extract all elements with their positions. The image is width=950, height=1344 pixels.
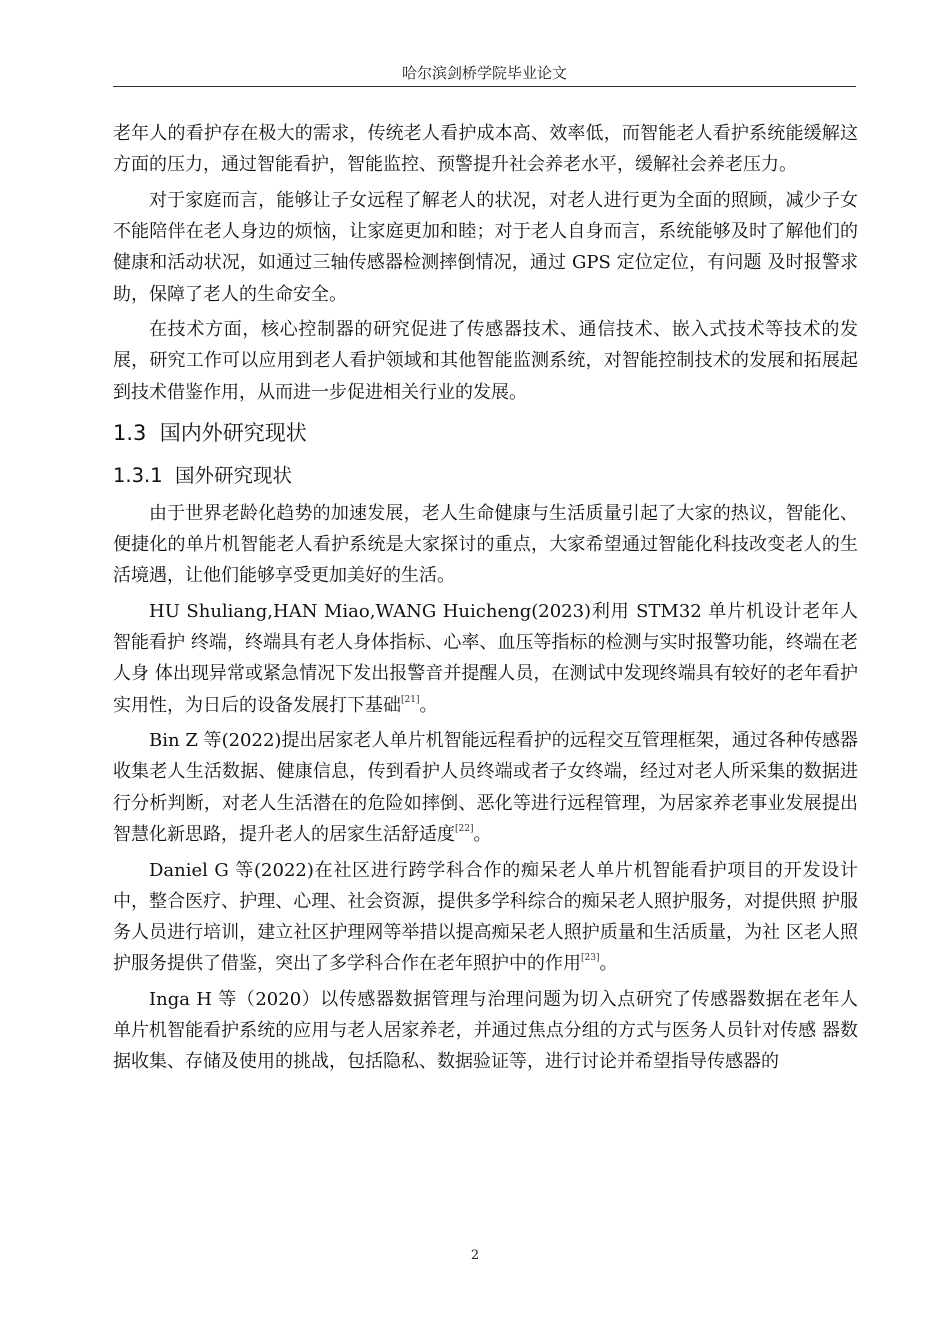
paragraph-tail: 。 (473, 823, 492, 845)
citation: [21] (401, 694, 420, 705)
paragraph (113, 498, 858, 592)
subsection-title: 国外研究现状 (175, 463, 293, 487)
section-number: 1.3 (113, 420, 147, 445)
paragraph-text: Daniel G 等(2022)在社区进行跨学科合作的痴呆老人单片机智能看护项目的开发设计 中，整合医疗、护理、心理、社会资源，提供多学科综合的痴呆老人照护服务，对提供照 护服务人员进行培训，建立社区护理网等举措以提高痴呆老人照护质量和生活质量，为社 区老人照护服务提供了借鉴，突出了多学科合作在老年照护中的作用 (113, 859, 858, 975)
subsection-number: 1.3.1 (113, 463, 163, 487)
paragraph: 对于家庭而言，能够让子女远程了解老人的状况，对老人进行更为全面的照顾，减少子女不能陪伴在老人身边的烦恼，让家庭更加和睦；对于老人自身而言，系统能够及时了解他们的健康和活动状况，如通过三轴传感器检测摔倒情况，通过 GPS 定位定位，有问题 及时报警求助，保障了老人的生命安全。 (113, 189, 858, 305)
paragraph-text: Inga H 等（2020）以传感器数据管理与治理问题为切入点研究了传感器数据在老年人 单片机智能看护系统的应用与老人居家养老，并通过焦点分组的方式与医务人员针对传感 器数据收集、存储及使用的挑战，包括隐私、数据验证等，进行讨论并希望指导传感器的 (113, 988, 858, 1073)
subsection-heading (113, 460, 858, 492)
header-rule (113, 86, 856, 87)
page-number: 2 (470, 1248, 480, 1263)
page-header-title: 哈尔滨剑桥学院毕业论文 (401, 64, 567, 82)
citation: [23] (581, 953, 600, 964)
section-title: 国内外研究现状 (159, 420, 307, 445)
paragraph-text: 由于世界老龄化趋势的加速发展，老人生命健康与生活质量引起了大家的热议，智能化、便捷化的单片机智能老人看护系统是大家探讨的重点，大家希望通过智能化科技改变老人的生活境遇，让他们能够享受更加美好的生活。 (113, 502, 858, 587)
paragraph: 在技术方面，核心控制器的研究促进了传感器技术、通信技术、嵌入式技术等技术的发展，研究工作可以应用到老人看护领域和其他智能监测系统，对智能控制技术的发展和拓展起到技术借鉴作用，从而进一步促进相关行业的发展。 (113, 319, 858, 403)
section-heading (113, 416, 858, 450)
paragraph (113, 984, 858, 1078)
paragraph (113, 596, 858, 721)
citation: [22] (455, 823, 474, 834)
paragraph-text: HU Shuliang,HAN Miao,WANG Huicheng(2023)利用 STM32 单片机设计老年人智能看护 终端，终端具有老人身体指标、心率、血压等指标的检测与实时报警功能，终端在老人身 体出现异常或紧急情况下发出报警音并提醒人员，在测试中发现终端具有较好的老年看护 实用性，为日后的设备发展打下基础 (113, 600, 858, 716)
paragraph-text: Bin Z 等(2022)提出居家老人单片机智能远程看护的远程交互管理框架，通过各种传感器收集老人生活数据、健康信息，传到看护人员终端或者子女终端，经过对老人所采集的数据进行分析判断，对老人生活潜在的危险如摔倒、恶化等进行远程管理，为居家养老事业发展提出智慧化新思路，提升老人的居家生活舒适度 (113, 730, 858, 845)
paragraph-tail: 。 (599, 953, 618, 975)
paragraph (113, 855, 858, 980)
paragraph-tail: 。 (419, 694, 438, 716)
paragraph: 老年人的看护存在极大的需求，传统老人看护成本高、效率低，而智能老人看护系统能缓解这方面的压力，通过智能看护，智能监控、预警提升社会养老水平，缓解社会养老压力。 (113, 123, 858, 176)
paragraph (113, 725, 858, 850)
page-body (113, 118, 858, 1077)
